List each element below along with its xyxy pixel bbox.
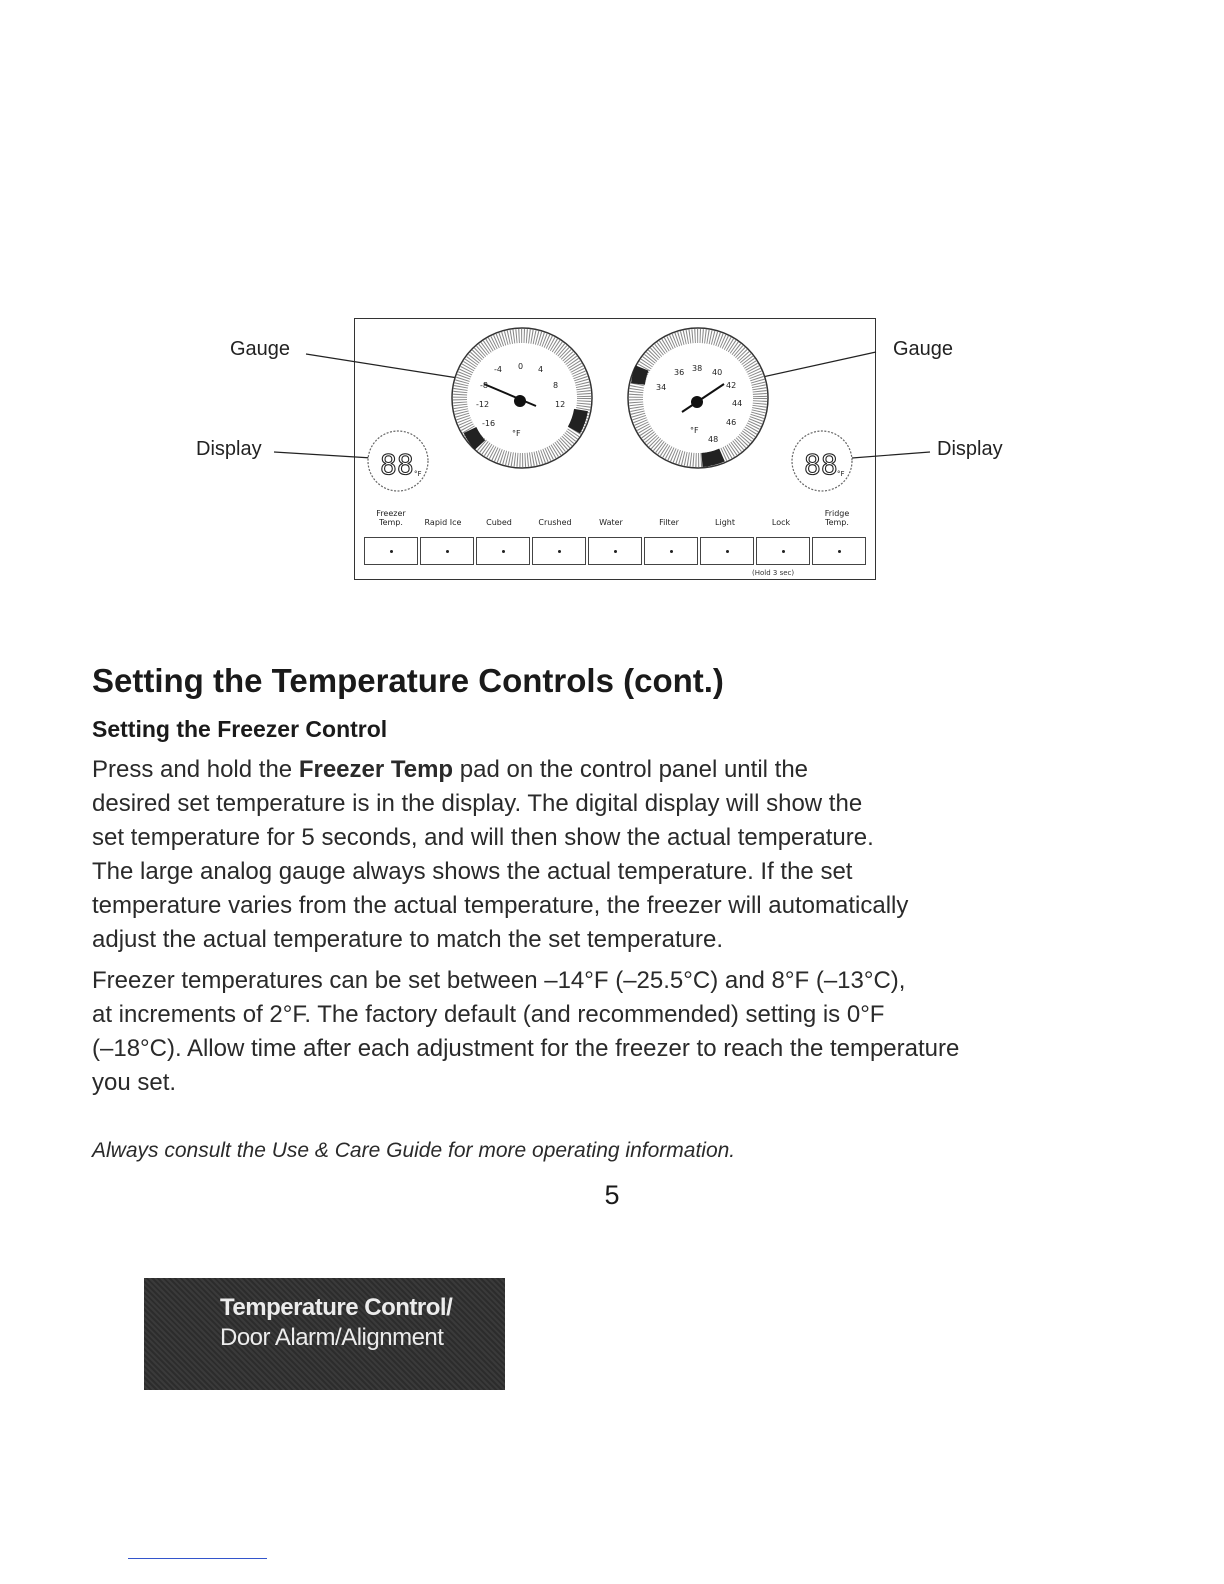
freezer-gauge-unit: °F (512, 429, 521, 438)
fridge-display-digits: 88 (804, 448, 838, 481)
light-pad (700, 537, 754, 565)
fridge-tick-2: 40 (712, 368, 723, 377)
freezer-gauge-zone-high (574, 410, 581, 430)
fridge-gauge-zone-high (702, 455, 722, 460)
crushed-pad (532, 537, 586, 565)
lock-pad (756, 537, 810, 565)
freezer-display-unit: °F (414, 470, 422, 478)
footer-rule (128, 1558, 267, 1559)
fridge-gauge-unit: °F (690, 426, 699, 435)
fridge-tick-3: 34 (656, 383, 667, 392)
freezer-tick-7: -16 (482, 419, 496, 428)
para1-line-2: set temperature for 5 seconds, and will then show the actual temperature. (92, 824, 874, 851)
section-tab (144, 1278, 505, 1390)
para1-line-5: adjust the actual temperature to match the set temperature. (92, 926, 724, 953)
freezer-gauge-zone-low (470, 430, 480, 445)
care-guide-note: Always consult the Use & Care Guide for more operating information. (92, 1139, 736, 1162)
pad-label-lock: Lock (771, 518, 791, 527)
subsection-title: Setting the Freezer Control (92, 716, 388, 742)
fridge-display (792, 431, 852, 491)
freezer-tick-6: 12 (555, 400, 566, 409)
fridge-gauge (628, 328, 768, 468)
control-panel-illustration (0, 0, 1224, 620)
freezer-tick-5: -12 (476, 400, 490, 409)
section-tab-line2: Door Alarm/Alignment (220, 1324, 444, 1351)
pad-label-water: Water (599, 518, 623, 527)
freezer-display-digits: 88 (380, 448, 414, 481)
para1-line-3: The large analog gauge always shows the actual temperature. If the set (92, 858, 853, 885)
pad-label-freezer-temp: Freezer Temp. (376, 509, 406, 527)
callout-display-left: Display (196, 438, 262, 460)
callout-line-display-left (274, 452, 372, 458)
pad-label-fridge-temp: Fridge Temp. (824, 509, 850, 527)
callout-gauge-right: Gauge (893, 338, 954, 360)
freezer-gauge (452, 328, 592, 468)
page-number: 5 (604, 1180, 620, 1210)
freezer-range-paragraph (92, 964, 1132, 1100)
hold-note: (Hold 3 sec) (752, 569, 795, 577)
pad-label-light: Light (715, 518, 735, 527)
freezer-tick-1: 0 (518, 362, 524, 371)
fridge-tick-5: 44 (732, 399, 743, 408)
freezer-tick-0: -4 (494, 365, 502, 374)
freezer-temp-pad (364, 537, 418, 565)
freezer-display (368, 431, 428, 491)
para2-line-1: at increments of 2°F. The factory default (and recommended) setting is 0°F (92, 1001, 885, 1028)
fridge-tick-7: 48 (708, 435, 719, 444)
para2-line-2: (–18°C). Allow time after each adjustment for the freezer to reach the temperature (92, 1035, 960, 1062)
fridge-gauge-zone-low (638, 368, 642, 384)
para2-line-3: you set. (92, 1069, 177, 1096)
callout-line-display-right (852, 452, 930, 458)
pad-label-crushed: Crushed (538, 518, 572, 527)
freezer-tick-2: 4 (538, 365, 544, 374)
section-title: Setting the Temperature Controls (cont.) (92, 662, 724, 699)
fridge-tick-4: 42 (726, 381, 737, 390)
fridge-tick-1: 38 (692, 364, 703, 373)
fridge-temp-pad (812, 537, 866, 565)
rapid-ice-pad (420, 537, 474, 565)
para2-line-0: Freezer temperatures can be set between –14°F (–25.5°C) and 8°F (–13°C), (92, 967, 906, 994)
cubed-pad (476, 537, 530, 565)
freezer-temp-bold: Freezer Temp (298, 756, 454, 783)
section-tab-line1: Temperature Control/ (220, 1294, 453, 1321)
pad-label-cubed: Cubed (486, 518, 512, 527)
callout-gauge-left: Gauge (230, 338, 291, 360)
pad-label-rapid-ice: Rapid Ice (424, 518, 462, 527)
para1-line-4: temperature varies from the actual temperature, the freezer will automatically (92, 892, 909, 919)
pad-label-filter: Filter (659, 518, 679, 527)
water-pad (588, 537, 642, 565)
filter-pad (644, 537, 698, 565)
para1-line-0: Press and hold the Freezer Temp pad on the control panel until the (92, 756, 809, 783)
callout-display-right: Display (937, 438, 1003, 460)
callout-line-gauge-right (758, 352, 876, 378)
freezer-tick-4: 8 (553, 381, 559, 390)
fridge-tick-6: 46 (726, 418, 737, 427)
freezer-control-paragraph (92, 753, 1132, 957)
callout-line-gauge-left (306, 354, 458, 378)
freezer-tick-3: -8 (480, 381, 488, 390)
fridge-tick-0: 36 (674, 368, 685, 377)
fridge-display-unit: °F (837, 470, 845, 478)
para1-line-1: desired set temperature is in the display. The digital display will show the (92, 790, 863, 817)
